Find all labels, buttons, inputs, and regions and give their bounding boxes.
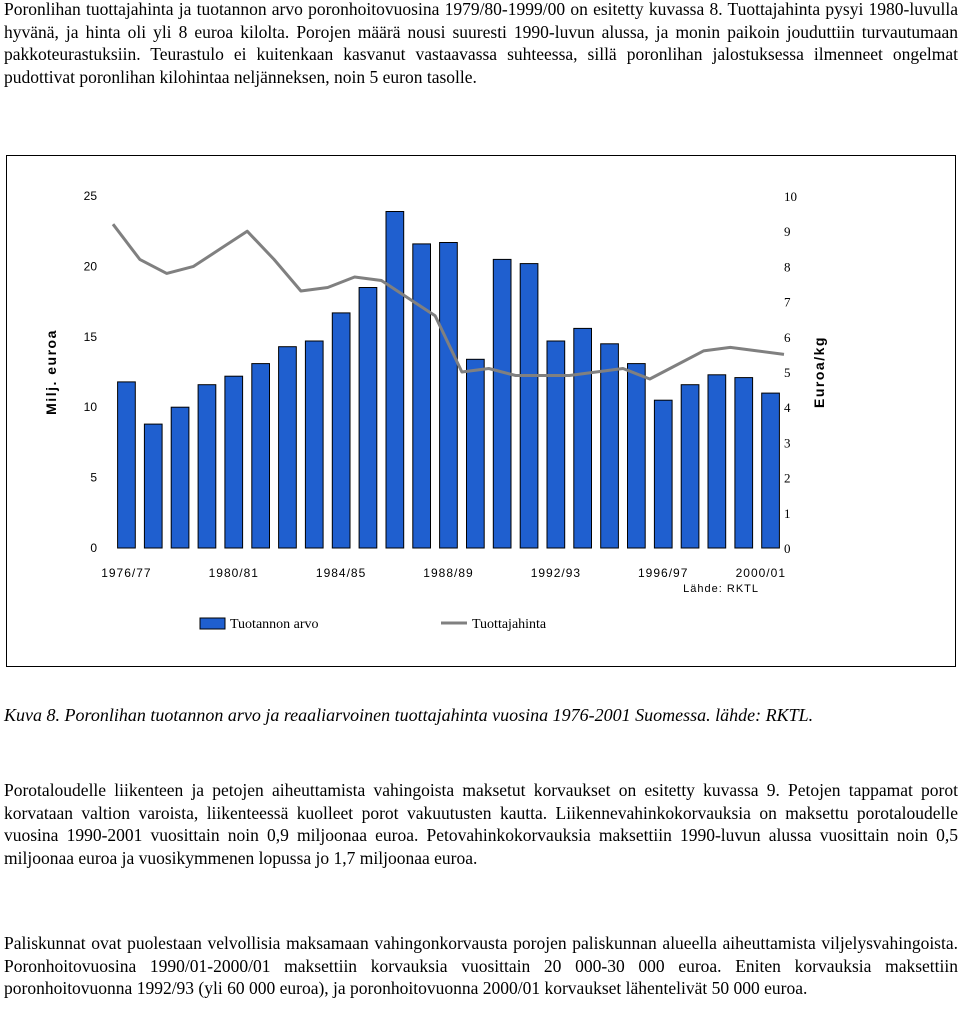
bar-1987/88 — [413, 244, 431, 548]
y-right-tick-label: 6 — [784, 329, 791, 345]
bar-1977/78 — [144, 424, 162, 548]
bar-1998/99 — [708, 375, 726, 548]
paragraph-crop-damage: Paliskunnat ovat puolestaan velvollisia maksamaan vahingonkorvausta porojen paliskunnan alueella aiheuttamista viljelysvahingoista. Poronhoitovuosina 1990/01-2000/01 maksettiin korvauksia vuosittain 20 000-30 000 euroa. Eniten korvauksia maksettiin poronhoitovuonna 1992/93 (yli 60 000 euroa), ja poronhoitovuonna 2000/01 korvaukset lähentelivät 50 000 euroa. — [4, 933, 958, 998]
combo-chart — [7, 156, 954, 665]
y-right-tick-label: 2 — [784, 470, 791, 486]
y-axis-title-left: Milj. euroa — [43, 329, 59, 415]
bar-1984/85 — [332, 313, 350, 548]
bar-1985/86 — [359, 288, 377, 549]
y-right-tick-label: 1 — [784, 505, 791, 521]
bar-2000/01 — [762, 393, 780, 548]
y-right-tick-label: 3 — [784, 435, 791, 451]
y-right-tick-label: 4 — [784, 400, 791, 416]
bar-1980/81 — [225, 376, 243, 548]
x-tick-label: 1976/77 — [101, 566, 152, 580]
bar-1988/89 — [440, 243, 458, 549]
y-tick-label: 10 — [83, 400, 97, 415]
bar-1991/92 — [520, 264, 538, 548]
x-tick-label: 1996/97 — [638, 566, 689, 580]
y-right-tick-label: 8 — [784, 259, 791, 275]
y-tick-label: 25 — [83, 189, 97, 203]
chart-panel — [6, 155, 956, 667]
figure-caption: Kuva 8. Poronlihan tuotannon arvo ja reaaliarvoinen tuottajahinta vuosina 1976-2001 Suomessa. lähde: RKTL. — [4, 705, 814, 725]
bar-1982/83 — [279, 347, 297, 548]
y-right-tick-label: 5 — [784, 365, 791, 380]
bar-1990/91 — [493, 259, 511, 548]
bar-1978/79 — [171, 407, 189, 548]
legend-label-tuottajahinta: Tuottajahinta — [472, 617, 547, 632]
bar-1986/87 — [386, 212, 404, 549]
bar-1993/94 — [574, 328, 592, 548]
x-tick-label: 1992/93 — [530, 566, 582, 580]
bar-1999/00 — [735, 378, 753, 548]
paragraph-damage-compensation: Porotaloudelle liikenteen ja petojen aiheuttamista vahingoista maksetut korvaukset on esitetty kuvassa 9. Petojen tappamat porot korvataan valtion varoista, liikenteessä kuolleet porot vakuutusten kautta. Liikennevahinkokorvauksia on maksettu porotaloudelle vuosina 1990-2001 vuosittain noin 0,9 miljoonaa euroa. Petovahinkokorvauksia maksettiin 1990-luvun alussa vuosittain noin 0,5 miljoonaa euroa ja vuosikymmenen lopussa jo 1,7 miljoonaa euroa. — [4, 780, 958, 868]
bar-1997/98 — [681, 385, 699, 548]
y-axis-title-right: Euroa/kg — [811, 336, 827, 408]
y-tick-label: 15 — [83, 329, 97, 344]
x-tick-label: 2000/01 — [735, 566, 786, 580]
legend-swatch-tuotannon-arvo — [200, 618, 225, 629]
bar-1976/77 — [118, 382, 136, 548]
chart-source-label: Lähde: RKTL — [683, 583, 759, 595]
y-right-tick-label: 0 — [784, 541, 791, 556]
x-tick-label: 1988/89 — [423, 566, 474, 580]
bar-1995/96 — [628, 364, 646, 548]
x-tick-label: 1984/85 — [315, 566, 367, 580]
bar-1983/84 — [305, 341, 323, 548]
bar-1992/93 — [547, 341, 565, 548]
y-right-tick-label: 9 — [784, 224, 791, 240]
x-tick-label: 1980/81 — [208, 566, 259, 580]
y-tick-label: 0 — [90, 541, 97, 555]
intro-paragraph: Poronlihan tuottajahinta ja tuotannon arvo poronhoitovuosina 1979/80-1999/00 on esitetty kuvassa 8. Tuottajahinta pysyi 1980-luvulla hyvänä, ja hinta oli yli 8 euroa kilolta. Porojen määrä nousi suuresti 1990-luvun alussa, ja monin paikoin jouduttiin turvautumaan pakkoteurastuksiin. Teurastulo ei kuitenkaan kasvanut vastaavassa suhteessa, sillä poronlihan jalostuksessa ilmenneet ongelmat pudottivat poronlihan kilohintaa neljänneksen, noin 5 euron tasolle. — [4, 0, 958, 87]
bar-1996/97 — [654, 400, 672, 548]
y-right-tick-label: 7 — [784, 294, 791, 310]
y-tick-label: 5 — [90, 470, 97, 485]
bar-1979/80 — [198, 385, 216, 548]
bar-1981/82 — [252, 364, 270, 548]
bar-1989/90 — [467, 359, 485, 548]
legend-label-tuotannon-arvo: Tuotannon arvo — [230, 617, 319, 632]
bar-1994/95 — [601, 344, 619, 548]
y-tick-label: 20 — [83, 259, 97, 274]
y-right-tick-label: 10 — [784, 189, 797, 204]
